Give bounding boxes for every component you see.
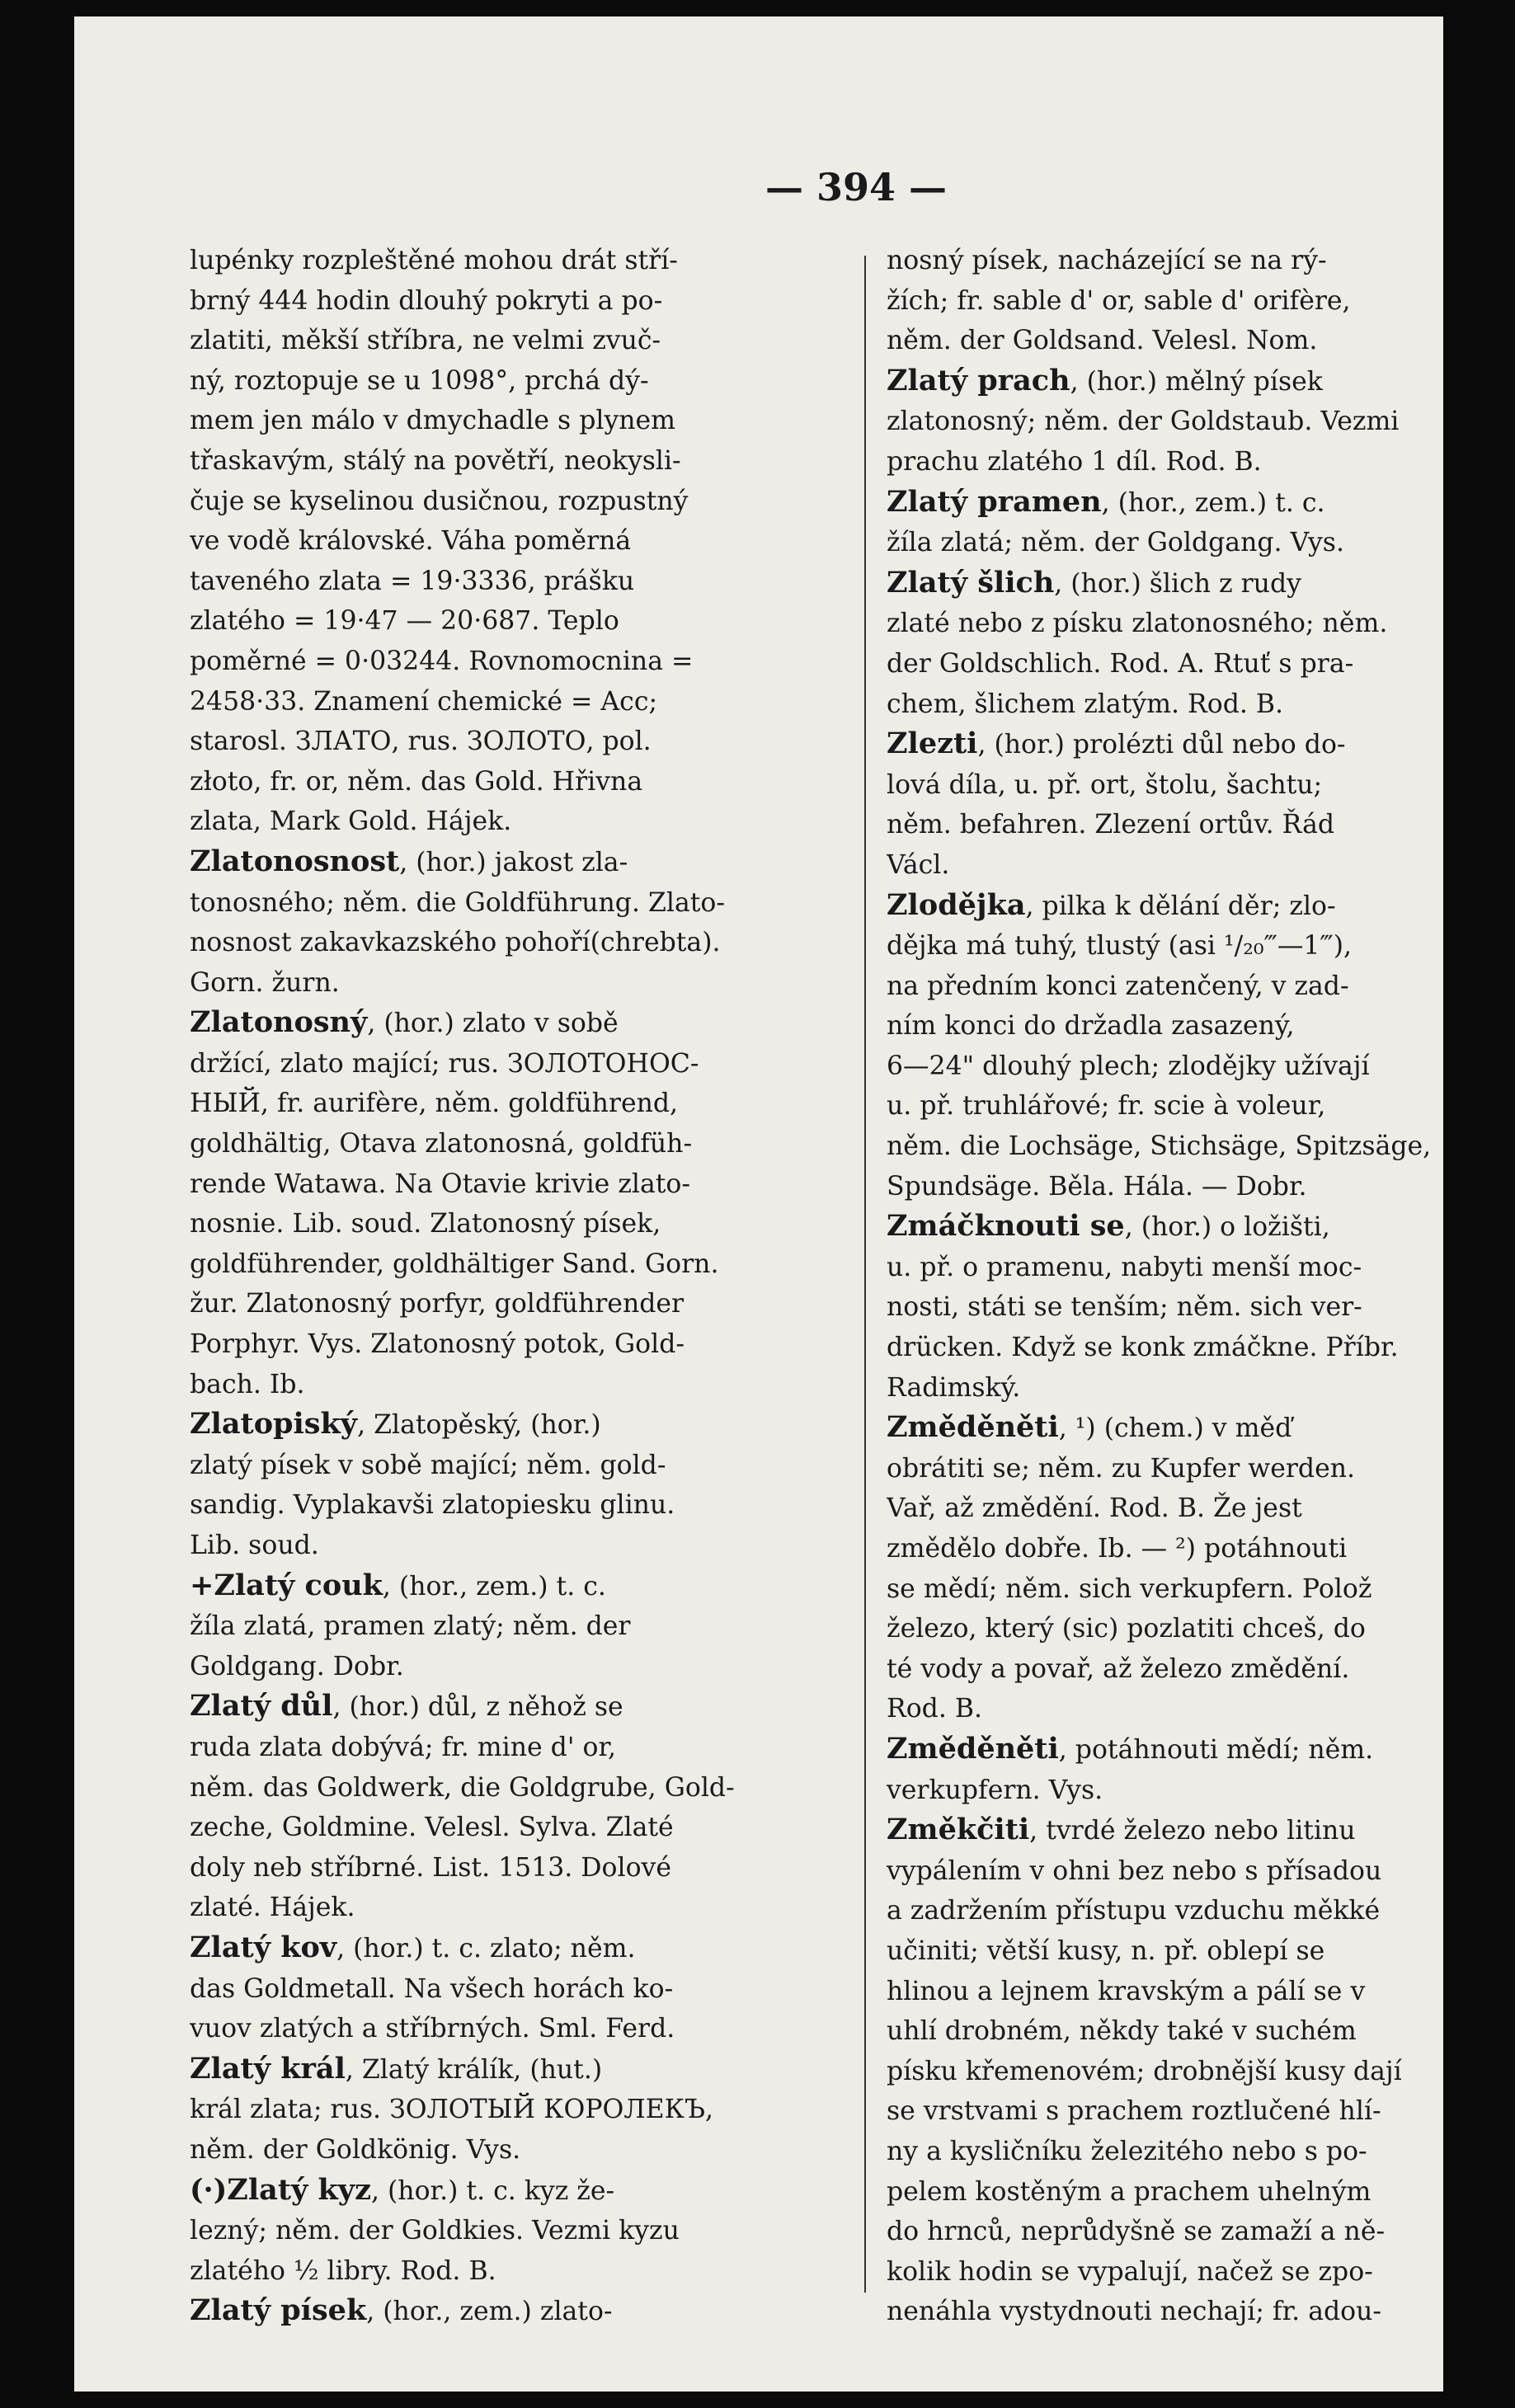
text-line: (·)Zlatý kyz, (hor.) t. c. kyz že-	[190, 2172, 615, 2207]
text-line: lezný; něm. der Goldkies. Vezmi kyzu	[190, 2216, 680, 2246]
text-line: ny a kysličníku železitého nebo s po-	[887, 2136, 1367, 2166]
text-line: učiniti; větší kusy, n. př. oblepí se	[887, 1935, 1325, 1966]
headword: Zlatý prach	[887, 363, 1070, 397]
text-line: držící, zlato mající; rus. ЗОЛОТОНОС-	[190, 1048, 699, 1079]
text-line: zlaté nebo z písku zlatonosného; něm.	[887, 609, 1388, 639]
text-line: Zlatý král, Zlatý králík, (hut.)	[190, 2051, 603, 2086]
text-line: Zlatonosnost, (hor.) jakost zla-	[190, 844, 628, 878]
text-line: +Zlatý couk, (hor., zem.) t. c.	[190, 1568, 606, 1602]
text-line: zlatého ½ libry. Rod. B.	[190, 2255, 496, 2286]
text-line: zeche, Goldmine. Velesl. Sylva. Zlaté	[190, 1813, 674, 1843]
text-line: u. př. truhlářové; fr. scie à voleur,	[887, 1091, 1326, 1122]
text-line: das Goldmetall. Na všech horách ko-	[190, 1973, 674, 2004]
text-line: bach. Ib.	[190, 1369, 305, 1399]
text-line: se mědí; něm. sich verkupfern. Polož	[887, 1573, 1372, 1604]
headword: (·)Zlatý kyz	[190, 2172, 371, 2207]
text-line: něm. der Goldkönig. Vys.	[190, 2134, 521, 2165]
text-line: verkupfern. Vys.	[887, 1775, 1103, 1805]
text-line: Zlatý šlich, (hor.) šlich z rudy	[887, 565, 1301, 600]
text-line: Porphyr. Vys. Zlatonosný potok, Gold-	[190, 1329, 685, 1360]
headword: Změděněti	[887, 1731, 1059, 1766]
text-line: 6—24" dlouhý plech; zlodějky užívají	[887, 1051, 1370, 1081]
text-line: zlaté. Hájek.	[190, 1893, 355, 1923]
text-line: na předním konci zatenčený, v zad-	[887, 971, 1349, 1001]
headword: Změděněti	[887, 1410, 1059, 1445]
text-line: der Goldschlich. Rod. A. Rtuť s pra-	[887, 648, 1354, 679]
headword: Zlatonosný	[190, 1005, 368, 1040]
headword: Zlatý písek	[190, 2293, 367, 2328]
text-line: dějka má tuhý, tlustý (asi ¹/₂₀‴—1‴),	[887, 931, 1353, 962]
text-line: prachu zlatého 1 díl. Rod. B.	[887, 446, 1262, 477]
headword: +Zlatý couk	[190, 1568, 383, 1602]
column-divider	[864, 256, 866, 2293]
text-line: u. př. o pramenu, nabyti menší moc-	[887, 1252, 1362, 1282]
headword: Zlatý kov	[190, 1930, 337, 1964]
text-line: něm. die Lochsäge, Stichsäge, Spitzsäge,	[887, 1131, 1432, 1162]
text-line: vypálením v ohni bez nebo s přísadou	[887, 1855, 1382, 1886]
text-line: Zlezti, (hor.) prolézti důl nebo do-	[887, 727, 1346, 761]
text-line: něm. der Goldsand. Velesl. Nom.	[887, 326, 1318, 356]
text-line: goldhältig, Otava zlatonosná, goldfüh-	[190, 1129, 693, 1159]
text-line: nosti, státi se tenším; něm. sich ver-	[887, 1292, 1362, 1323]
text-line: Zlatý písek, (hor., zem.) zlato-	[190, 2293, 613, 2328]
text-line: brný 444 hodin dlouhý pokryti a po-	[190, 285, 663, 316]
headword: Zlatopiský	[190, 1407, 358, 1442]
text-line: Goldgang. Dobr.	[190, 1651, 404, 1681]
text-line: doly neb stříbrné. List. 1513. Dolové	[190, 1852, 671, 1883]
right-column	[887, 241, 1443, 2332]
text-line: nosnost zakavkazského pohoří(chrebta).	[190, 928, 721, 958]
text-line: ve vodě královské. Váha poměrná	[190, 526, 632, 557]
text-line: chem, šlichem zlatým. Rod. B.	[887, 689, 1284, 719]
text-line: 2458·33. Znamení chemické = Acc;	[190, 686, 658, 717]
text-line: se vrstvami s prachem roztlučené hlí-	[887, 2096, 1381, 2127]
text-line: Zlatý důl, (hor.) důl, z něhož se	[190, 1689, 623, 1724]
text-line: Gorn. žurn.	[190, 967, 340, 998]
text-line: vuov zlatých a stříbrných. Sml. Ferd.	[190, 2014, 675, 2044]
text-line: lová díla, u. př. ort, štolu, šachtu;	[887, 769, 1323, 800]
text-line: tonosného; něm. die Goldführung. Zlato-	[190, 887, 725, 918]
text-line: uhlí drobném, někdy také v suchém	[887, 2016, 1357, 2047]
text-line: Zlatopiský, Zlatopěský, (hor.)	[190, 1407, 601, 1442]
headword: Zlezti	[887, 727, 978, 761]
text-line: žíla zlatá, pramen zlatý; něm. der	[190, 1611, 631, 1642]
text-line: НЫЙ, fr. aurifère, něm. goldführend,	[190, 1089, 679, 1119]
headword: Zmáčknouti se	[887, 1209, 1125, 1244]
text-line: zlatiti, měkší stříbra, ne velmi zvuč-	[190, 326, 661, 356]
text-line: král zlata; rus. ЗОЛОТЫЙ КОРОЛЕКЪ,	[190, 2095, 714, 2125]
text-line: Radimský.	[887, 1372, 1021, 1403]
text-line: Změkčiti, tvrdé železo nebo litinu	[887, 1813, 1356, 1847]
text-line: nosný písek, nacházející se na rý-	[887, 246, 1327, 275]
text-line: Zlodějka, pilka k dělání děr; zlo-	[887, 887, 1336, 922]
headword: Zlodějka	[887, 887, 1026, 922]
text-line: a zadržením přístupu vzduchu měkké	[887, 1896, 1381, 1926]
text-line: Zlatonosný, (hor.) zlato v sobě	[190, 1005, 619, 1040]
text-line: zlatý písek v sobě mající; něm. gold-	[190, 1450, 666, 1480]
text-line: Změděněti, ¹) (chem.) v měď	[887, 1410, 1292, 1445]
text-line: złoto, fr. or, něm. das Gold. Hřivna	[190, 766, 643, 797]
text-line: poměrné = 0·03244. Rovnomocnina =	[190, 646, 694, 676]
text-line: drücken. Když se konk zmáčkne. Příbr.	[887, 1333, 1399, 1363]
text-line: lupénky rozpleštěné mohou drát stří-	[190, 246, 678, 275]
text-line: starosl. ЗЛАТО, rus. ЗОЛОТО, pol.	[190, 727, 652, 757]
left-column	[190, 241, 858, 2332]
text-line: železo, který (sic) pozlatiti chceš, do	[887, 1614, 1366, 1644]
text-line: pelem kostěným a prachem uhelným	[887, 2176, 1371, 2207]
headword: Zlatý král	[190, 2051, 346, 2086]
text-line: ruda zlata dobývá; fr. mine d' or,	[190, 1732, 617, 1762]
text-line: Václ.	[887, 849, 950, 880]
text-line: zlatonosný; něm. der Goldstaub. Vezmi	[887, 407, 1400, 437]
text-line: změdělo dobře. Ib. — ²) potáhnouti	[887, 1534, 1348, 1564]
text-line: Zmáčknouti se, (hor.) o ložišti,	[887, 1209, 1330, 1244]
text-line: sandig. Vyplakavši zlatopiesku glinu.	[190, 1490, 675, 1521]
text-line: něm. das Goldwerk, die Goldgrube, Gold-	[190, 1772, 735, 1803]
text-line: čuje se kyselinou dusičnou, rozpustný	[190, 486, 689, 516]
headword: Zlatonosnost	[190, 844, 400, 878]
text-line: Zlatý kov, (hor.) t. c. zlato; něm.	[190, 1930, 636, 1964]
text-line: Zlatý pramen, (hor., zem.) t. c.	[887, 484, 1325, 519]
text-line: žíla zlatá; něm. der Goldgang. Vys.	[887, 528, 1344, 558]
text-line: nenáhla vystydnouti nechají; fr. adou-	[887, 2297, 1382, 2327]
text-line: rende Watawa. Na Otavie krivie zlato-	[190, 1169, 691, 1199]
text-line: Vař, až změdění. Rod. B. Že jest	[887, 1493, 1302, 1524]
text-line: Lib. soud.	[190, 1531, 319, 1560]
text-line: ním konci do držadla zasazený,	[887, 1011, 1295, 1042]
text-line: zlatého = 19·47 — 20·687. Teplo	[190, 606, 619, 637]
text-line: Zlatý prach, (hor.) mělný písek	[887, 363, 1323, 397]
text-line: do hrnců, neprůdyšně se zamaží a ně-	[887, 2217, 1386, 2247]
dictionary-page	[74, 16, 1443, 2392]
headword: Zlatý pramen	[887, 484, 1102, 519]
text-line: mem jen málo v dmychadle s plynem	[190, 406, 676, 436]
headword: Zlatý důl	[190, 1689, 333, 1724]
page-number: — 394 —	[765, 165, 948, 209]
text-line: kolik hodin se vypalují, načež se zpo-	[887, 2256, 1373, 2287]
text-line: Rod. B.	[887, 1694, 983, 1724]
text-line: písku křemenovém; drobnější kusy dají	[887, 2056, 1402, 2086]
text-line: goldführender, goldhältiger Sand. Gorn.	[190, 1249, 719, 1279]
text-line: třaskavým, stálý na povětří, neokysli-	[190, 445, 681, 476]
text-line: taveného zlata = 19·3336, prášku	[190, 566, 635, 596]
text-line: nosnie. Lib. soud. Zlatonosný písek,	[190, 1209, 661, 1239]
text-line: ný, roztopuje se u 1098°, prchá dý-	[190, 365, 649, 396]
text-line: Spundsäge. Běla. Hála. — Dobr.	[887, 1171, 1307, 1202]
text-line: Změděněti, potáhnouti mědí; něm.	[887, 1731, 1374, 1766]
headword: Změkčiti	[887, 1813, 1030, 1847]
text-line: zlata, Mark Gold. Hájek.	[190, 807, 512, 837]
text-line: obrátiti se; něm. zu Kupfer werden.	[887, 1453, 1356, 1484]
headword: Zlatý šlich	[887, 565, 1055, 600]
text-line: něm. befahren. Zlezení ortův. Řád	[887, 810, 1335, 840]
text-line: žur. Zlatonosný porfyr, goldführender	[190, 1289, 685, 1319]
text-line: žích; fr. sable d' or, sable d' orifère,	[887, 285, 1351, 316]
text-line: hlinou a lejnem kravským a pálí se v	[887, 1976, 1366, 2006]
text-line: té vody a povař, až železo změdění.	[887, 1653, 1350, 1684]
